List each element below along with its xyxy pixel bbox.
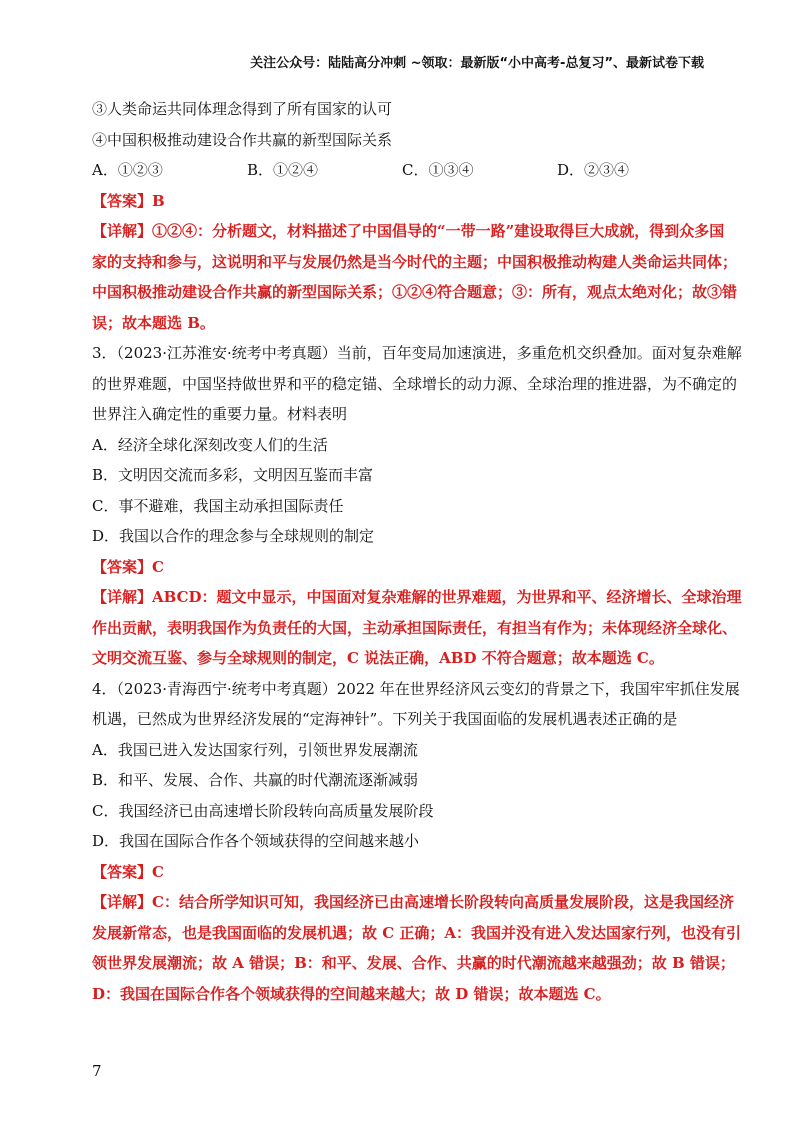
- page-number: 7: [92, 1062, 102, 1080]
- q2-option-4: ④中国积极推动建设合作共赢的新型国际关系: [92, 130, 393, 149]
- q4-stem-line: 4．（2023·青海西宁·统考中考真题）2022 年在世界经济风云变幻的背景之下，我国牢牢抓住发展: [92, 679, 740, 698]
- q2-choice-b: B．①②④: [247, 161, 319, 179]
- q4-option-c: C．我国经济已由高速增长阶段转向高质量发展阶段: [92, 801, 434, 820]
- q3-explain-line: 文明交流互鉴、参与全球规则的制定，C 说法正确，ABD 不符合题意；故本题选 C。: [92, 649, 664, 667]
- q3-option-c: C．事不避难，我国主动承担国际责任: [92, 496, 344, 515]
- page-header: 关注公众号：陆陆高分冲刺 ~领取：最新版“小中高考-总复习”、最新试卷下载: [250, 56, 704, 71]
- q2-answer: 【答案】B: [92, 191, 165, 210]
- q4-explain-line: 【详解】C：结合所学知识可知，我国经济已由高速增长阶段转向高质量发展阶段，这是我国经济: [92, 893, 734, 911]
- q4-explain-line: 发展新常态，也是我国面临的发展机遇；故 C 正确；A：我国并没有进入发达国家行列，也没有引: [92, 923, 742, 942]
- q2-choice-a: A．①②③: [92, 161, 163, 179]
- q2-choice-c: C．①③④: [402, 161, 474, 179]
- q4-option-b: B．和平、发展、合作、共赢的时代潮流逐渐减弱: [92, 771, 419, 789]
- q3-stem-line: 的世界难题，中国坚持做世界和平的稳定锚、全球增长的动力源、全球治理的推进器，为不确定的: [92, 374, 738, 393]
- q3-stem-line: 世界注入确定性的重要力量。材料表明: [92, 405, 348, 423]
- q4-explain-line: D：我国在国际合作各个领域获得的空间越来越大；故 D 错误；故本题选 C。: [92, 984, 611, 1003]
- q2-explain-line: 误；故本题选 B。: [92, 313, 215, 332]
- q4-answer: 【答案】C: [92, 862, 164, 881]
- q3-option-a: A．经济全球化深刻改变人们的生活: [92, 435, 328, 454]
- q2-option-3: ③人类命运共同体理念得到了所有国家的认可: [92, 100, 393, 118]
- q4-option-a: A．我国已进入发达国家行列，引领世界发展潮流: [92, 740, 418, 759]
- q2-explain-line: 中国积极推动建设合作共赢的新型国际关系；①②④符合题意；③：所有，观点太绝对化；故③错: [92, 283, 738, 301]
- q3-explain-line: 作出贡献，表明我国作为负责任的大国，主动承担国际责任，有担当有作为；未体现经济全球化、: [92, 618, 738, 637]
- q3-stem-line: 3．（2023·江苏淮安·统考中考真题）当前，百年变局加速演进，多重危机交织叠加。面对复杂难解: [92, 344, 742, 362]
- q3-option-b: B．文明因交流而多彩，文明因互鉴而丰富: [92, 466, 374, 484]
- q3-explain-line: 【详解】ABCD：题文中显示，中国面对复杂难解的世界难题，为世界和平、经济增长、全球治理: [92, 588, 742, 606]
- q3-answer: 【答案】C: [92, 557, 164, 576]
- q4-stem-line: 机遇，已然成为世界经济发展的“定海神针”。下列关于我国面临的发展机遇表述正确的是: [92, 710, 678, 728]
- q2-explain-line: 家的支持和参与，这说明和平与发展仍然是当今时代的主题；中国积极推动构建人类命运共同体；: [92, 252, 738, 271]
- q2-choices: [92, 155, 712, 186]
- document-body: [92, 94, 742, 1009]
- q2-explain-line: 【详解】①②④：分析题文，材料描述了中国倡导的“一带一路”建设取得巨大成就，得到众多国: [92, 222, 725, 240]
- q3-option-d: D．我国以合作的理念参与全球规则的制定: [92, 527, 375, 545]
- q2-choice-d: D．②③④: [557, 161, 630, 179]
- q4-option-d: D．我国在国际合作各个领域获得的空间越来越小: [92, 832, 420, 850]
- q4-explain-line: 领世界发展潮流；故 A 错误；B：和平、发展、合作、共赢的时代潮流越来越强劲；故 B 错误；: [92, 954, 735, 972]
